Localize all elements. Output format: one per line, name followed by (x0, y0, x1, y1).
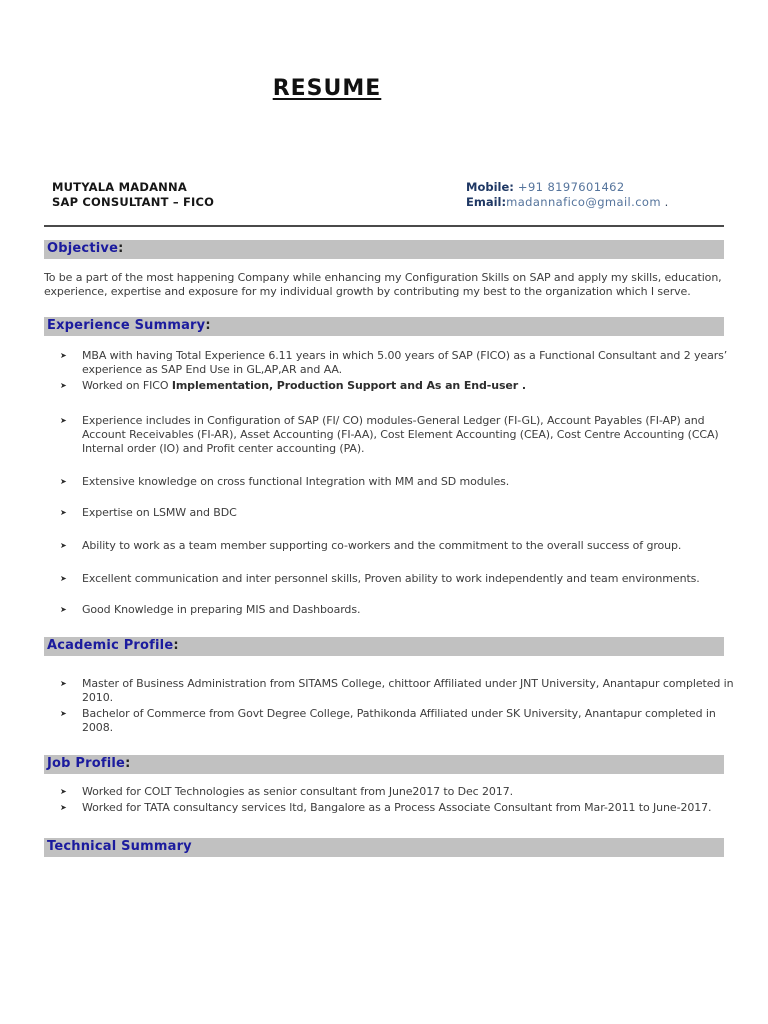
section-header-objective: Objective: (44, 240, 724, 259)
list-item: ➤ Excellent communication and inter personnel skills, Proven ability to work independently and team environments. (60, 572, 700, 586)
list-item: ➤ MBA with having Total Experience 6.11 years in which 5.00 years of SAP (FICO) as a Functional Consultant and 2 years’ experience as SAP End Use in GL,AP,AR and AA. (60, 349, 728, 377)
page-title: RESUME (272, 76, 382, 101)
contact-email-line (466, 195, 724, 210)
list-item: ➤ Master of Business Administration from SITAMS College, chittoor Affiliated under JNT University, Anantapur completed in 2010. (60, 677, 734, 705)
section-header-technical-summary (44, 838, 724, 857)
experience-heading: Experience Summary (47, 318, 206, 334)
list-item: ➤ Expertise on LSMW and BDC (60, 506, 237, 520)
academic-heading: Academic Profile (47, 638, 174, 654)
section-header-job-profile: Job Profile: (44, 755, 724, 774)
header-divider (44, 225, 724, 227)
section-header-experience-summary: Experience Summary: (44, 317, 724, 336)
academic-bullet-list (44, 677, 736, 735)
email-label: Email: (466, 195, 507, 209)
email-value: madannafico@gmail.com (506, 195, 661, 209)
list-item: ➤ Ability to work as a team member supporting co-workers and the commitment to the overall success of group. (60, 539, 682, 553)
list-item: ➤ Bachelor of Commerce from Govt Degree College, Pathikonda Affiliated under SK University, Anantapur completed in 2008. (60, 707, 716, 735)
list-item: ➤ Good Knowledge in preparing MIS and Dashboards. (60, 603, 361, 617)
objective-heading: Objective (47, 241, 119, 256)
section-header-academic-profile: Academic Profile: (44, 637, 724, 656)
objective-paragraph: To be a part of the most happening Company while enhancing my Configuration Skills on SAP and apply my skills, education, experience, expertise and exposure for my individual growth by contributing my best to the organization which I serve. (44, 271, 722, 298)
contact-name: MUTYALA MADANNA (52, 180, 187, 194)
contact-identity (52, 180, 214, 210)
bullet-arrow-icon: ➤ (60, 709, 67, 719)
contact-role: SAP CONSULTANT – FICO (52, 195, 215, 209)
bullet-arrow-icon: ➤ (60, 574, 67, 584)
bullet-arrow-icon: ➤ (60, 508, 67, 518)
contact-details (466, 180, 724, 210)
bullet-arrow-icon: ➤ (60, 787, 67, 797)
job-heading: Job Profile (47, 756, 126, 772)
bullet-arrow-icon: ➤ (60, 679, 67, 689)
email-suffix: . (660, 195, 669, 209)
bullet-arrow-icon: ➤ (60, 416, 67, 426)
list-item: ➤ Extensive knowledge on cross functional Integration with MM and SD modules. (60, 475, 510, 489)
list-item: ➤ Experience includes in Configuration of SAP (FI/ CO) modules-General Ledger (FI-GL), Account Payables (FI-AP) and Account Receivables (FI-AR), Asset Accounting (FI-AA), Cost Element Accounting (CEA), Cost Centre Accounting (CCA) Internal order (IO) and Profit center accounting (PA). (60, 414, 719, 456)
job-bullet-list (44, 785, 736, 815)
bullet-arrow-icon: ➤ (60, 381, 67, 391)
contact-block (44, 180, 724, 210)
contact-mobile-line (466, 180, 724, 195)
technical-heading: Technical Summary (47, 839, 192, 855)
bullet-arrow-icon: ➤ (60, 803, 67, 813)
title-row (44, 0, 724, 104)
mobile-value: +91 8197601462 (513, 180, 625, 194)
list-item: ➤ Worked for COLT Technologies as senior consultant from June2017 to Dec 2017. (60, 785, 513, 799)
list-item: ➤ Worked on FICO Implementation, Production Support and As an End-user . (60, 379, 526, 393)
bullet-arrow-icon: ➤ (60, 541, 67, 551)
list-item: ➤ Worked for TATA consultancy services ltd, Bangalore as a Process Associate Consultant from Mar-2011 to June-2017. (60, 801, 712, 815)
bullet-arrow-icon: ➤ (60, 351, 67, 361)
mobile-label: Mobile: (466, 180, 514, 194)
bullet-arrow-icon: ➤ (60, 477, 67, 487)
experience-bullet-list (44, 349, 736, 617)
bullet-arrow-icon: ➤ (60, 605, 67, 615)
